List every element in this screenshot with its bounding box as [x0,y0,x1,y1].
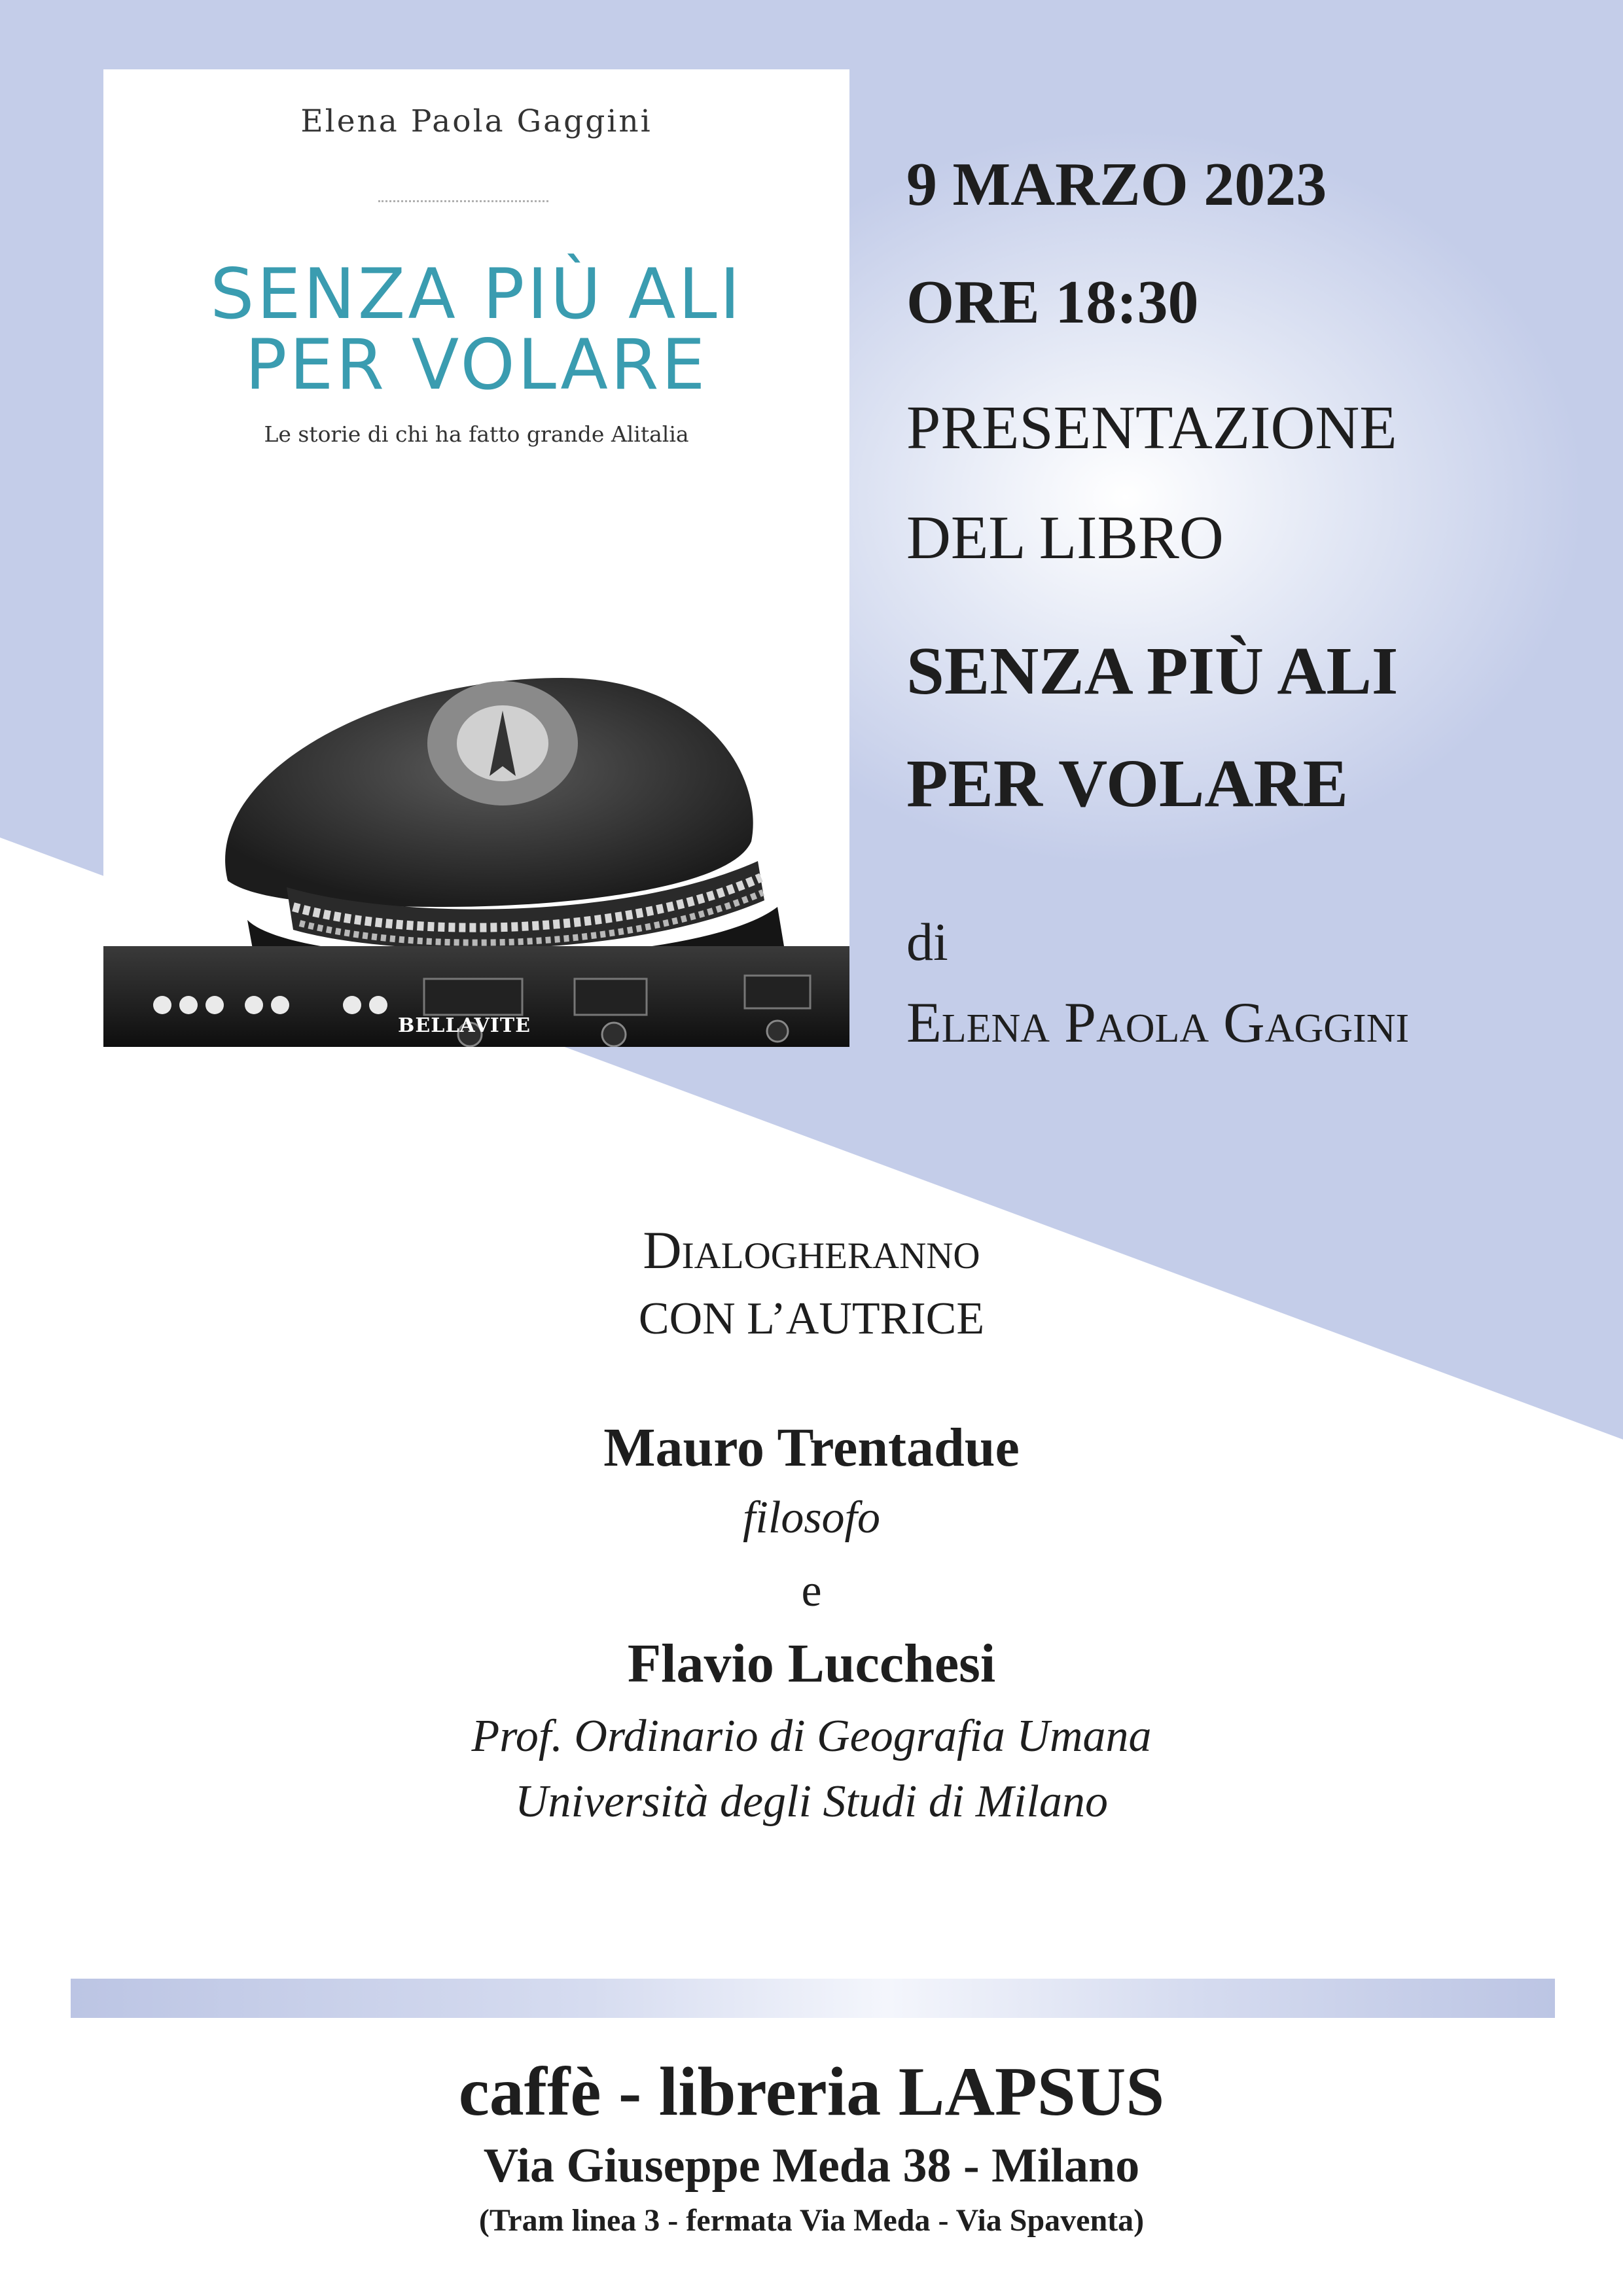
venue-name: caffè - libreria LAPSUS [458,2053,1165,2130]
presentation-line1: PRESENTAZIONE [906,394,1397,462]
conjunction: e [801,1566,822,1616]
speaker2-name: Flavio Lucchesi [627,1633,996,1694]
speaker1-name: Mauro Trentadue [603,1417,1020,1478]
event-date: 9 MARZO 2023 [906,150,1327,219]
cover-author: Elena Paola Gaggini [300,103,652,139]
speaker2-role-line2: Università degli Studi di Milano [514,1776,1109,1827]
speaker1-role: filosofo [742,1492,881,1543]
venue-address: Via Giuseppe Meda 38 - Milano [483,2139,1140,2193]
dialogue-heading-line2: CON L’AUTRICE [638,1294,985,1344]
dialogue-heading-line1: Dialogheranno [643,1220,980,1280]
by-label: di [906,912,948,972]
pilot-cap-photo [103,580,849,1047]
presentation-line2: DEL LIBRO [906,504,1224,572]
book-title-line2: PER VOLARE [906,746,1348,821]
publisher-logo: BELLAVITE [398,1014,531,1037]
event-time: ORE 18:30 [906,268,1199,336]
cover-subtitle: Le storie di chi ha fatto grande Alitalia [264,421,689,447]
cover-title-line1: SENZA PIÙ ALI [210,254,743,334]
cover-divider [378,200,548,202]
event-author: Elena Paola Gaggini [906,991,1410,1055]
book-title-line1: SENZA PIÙ ALI [906,633,1399,709]
cover-title-line2: PER VOLARE [245,325,708,405]
book-cover [103,69,849,1047]
speaker2-role-line1: Prof. Ordinario di Geografia Umana [471,1711,1152,1761]
cover-title [103,254,849,405]
divider-bar [71,1979,1555,2018]
venue-transport: (Tram linea 3 - fermata Via Meda - Via Spaventa) [478,2203,1145,2238]
